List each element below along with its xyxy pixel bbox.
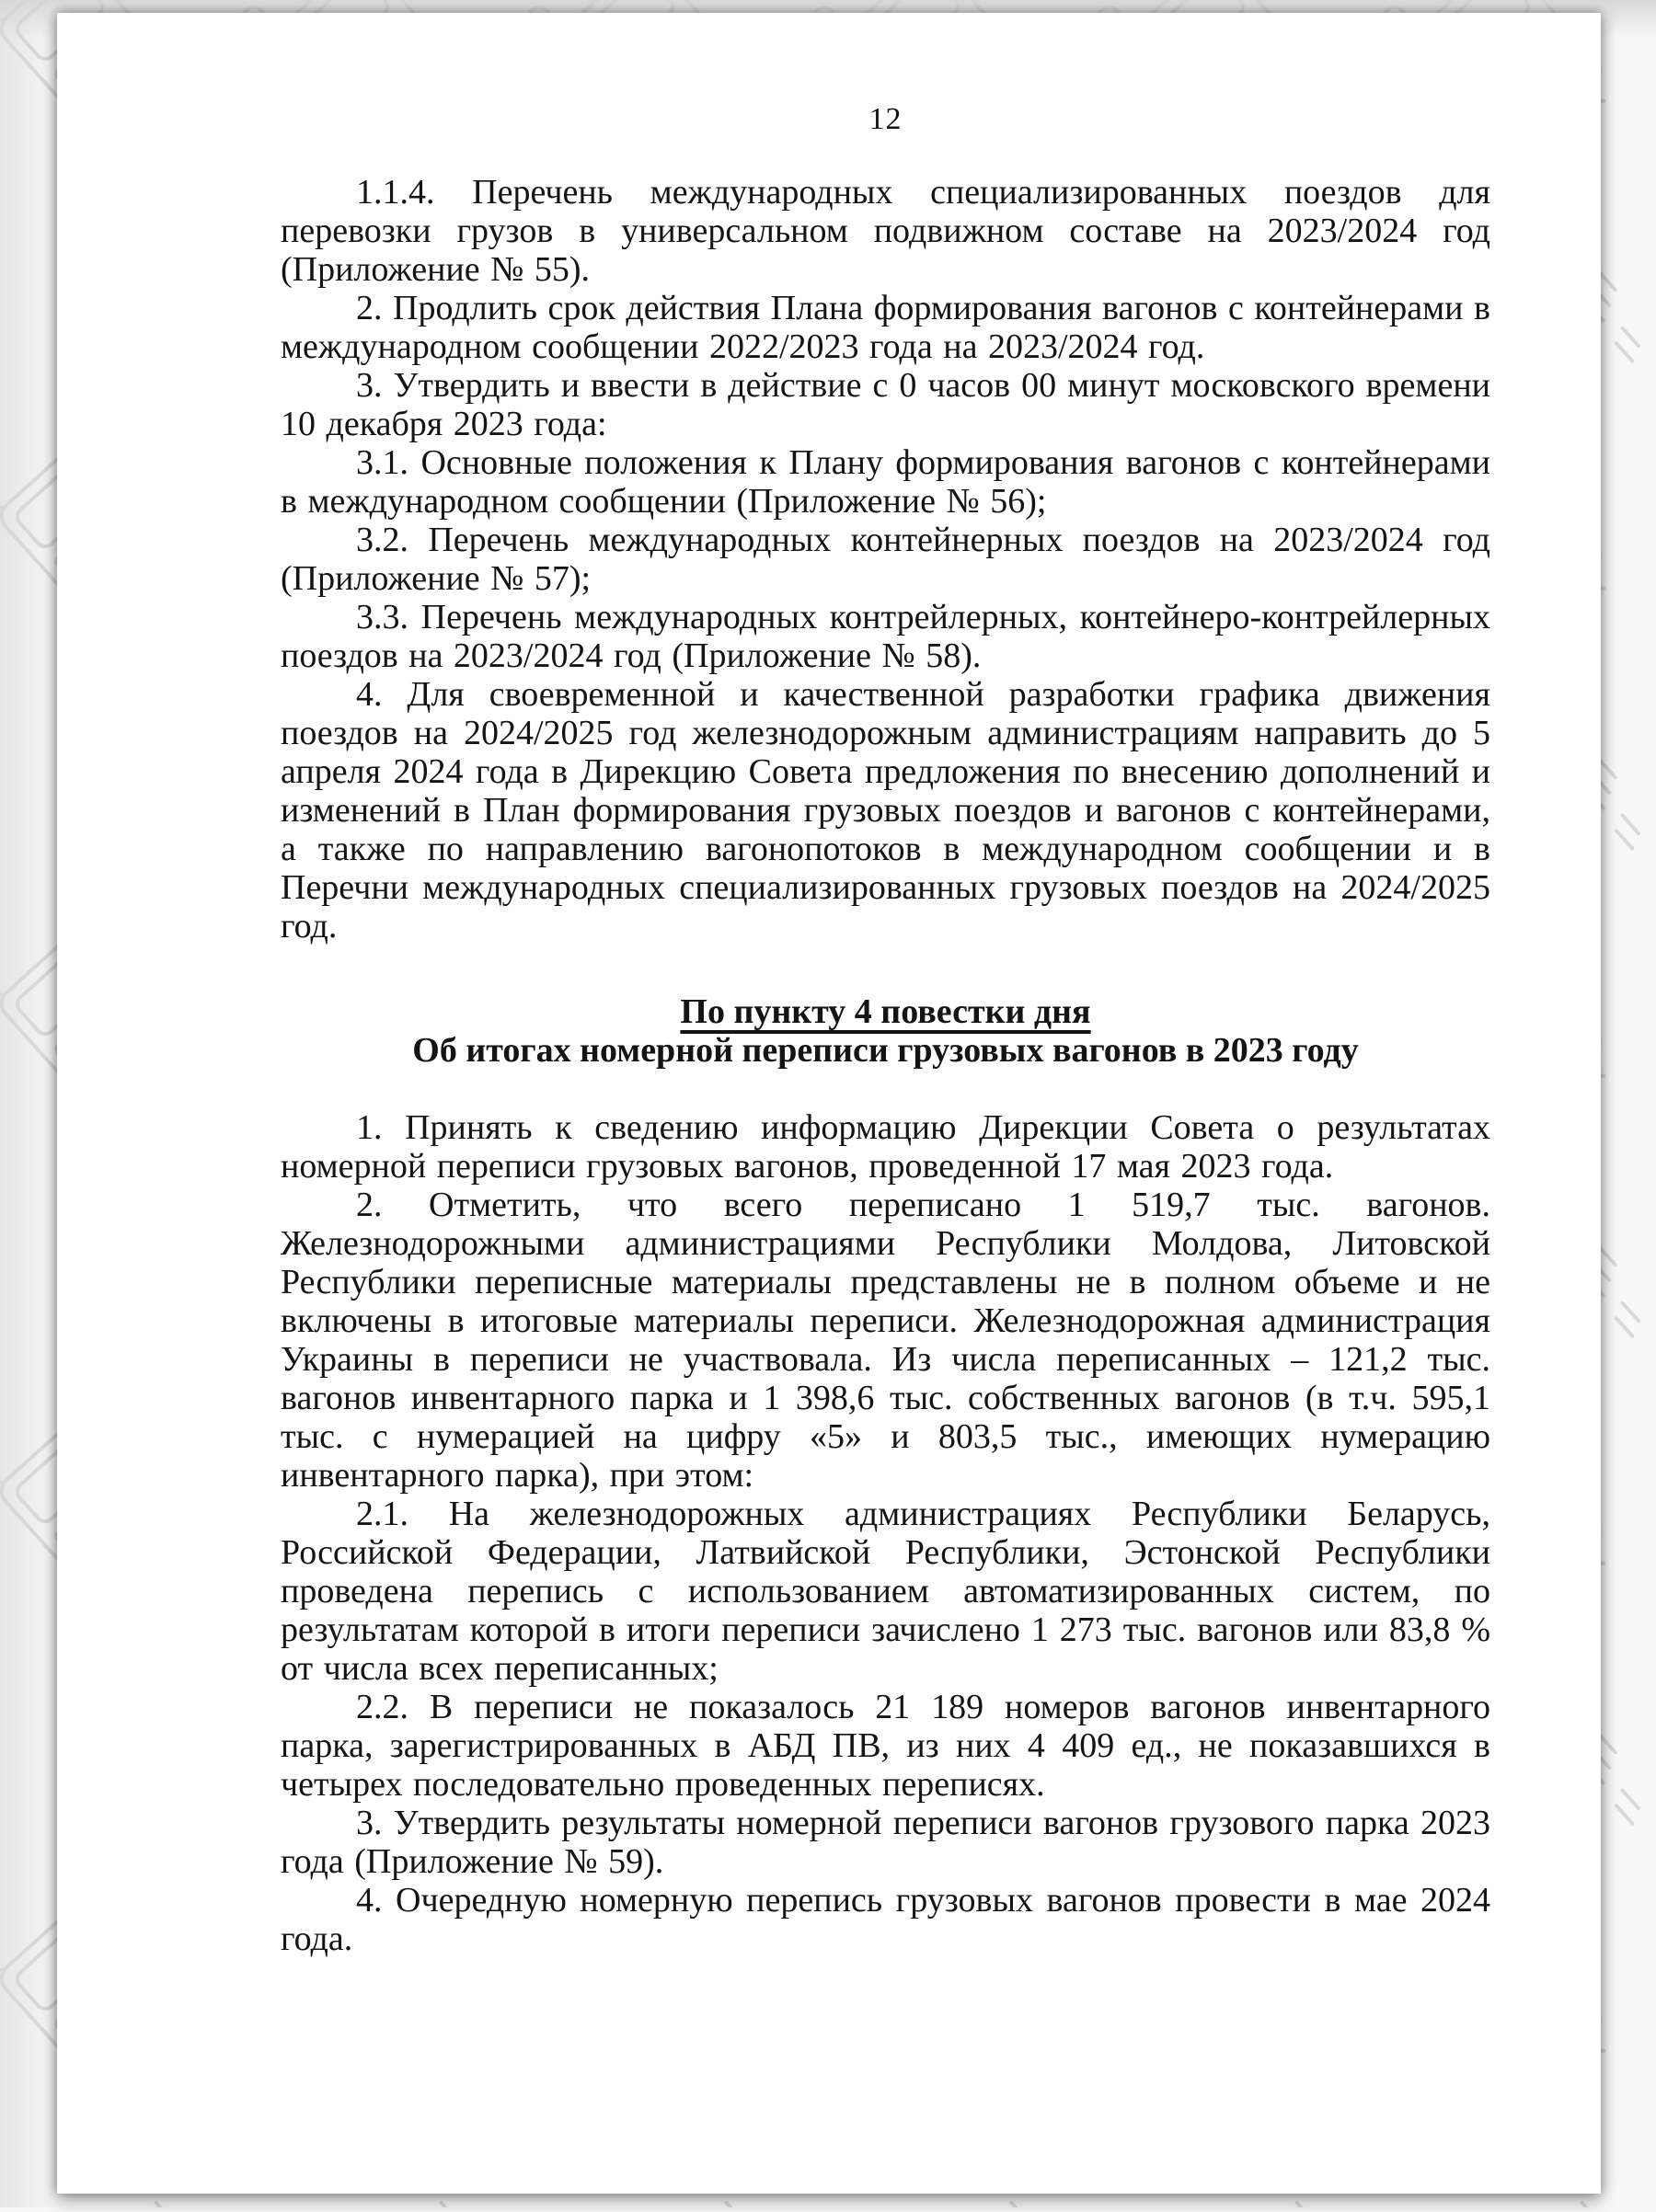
agenda-heading-text: По пункту 4 повестки дня — [680, 992, 1091, 1031]
clause-3: 3. Утвердить и ввести в действие с 0 часов 00 минут московского времени 10 декабря 2023 года: — [281, 366, 1490, 443]
clause-3-3: 3.3. Перечень международных контрейлерных, контейнеро-контрейлерных поездов на 2023/2024 год (Приложение № 58). — [281, 598, 1490, 675]
scan-edge-shadow-left — [0, 0, 64, 2207]
resolution-clause-4: 4. Очередную номерную перепись грузовых вагонов провести в мае 2024 года. — [281, 1881, 1490, 1958]
clause-3-2: 3.2. Перечень международных контейнерных поездов на 2023/2024 год (Приложение № 57); — [281, 521, 1490, 598]
agenda-item-subheading: Об итогах номерной переписи грузовых вагонов в 2023 году — [412, 1031, 1359, 1070]
resolution-clause-3: 3. Утвердить результаты номерной переписи вагонов грузового парка 2023 года (Приложение № 59). — [281, 1804, 1490, 1881]
section-census-results — [281, 1108, 1490, 1958]
clause-4: 4. Для своевременной и качественной разработки графика движения поездов на 2024/2025 год железнодорожным администрациям направить до 5 апреля 2024 года в Дирекцию Совета предложения по внесению дополнений и изменений в План формирования грузовых поездов и вагонов с контейнерами, а также по направлению вагонопотоков в международном сообщении и в Перечни международных специализированных грузовых поездов на 2024/2025 год. — [281, 675, 1490, 946]
clause-1-1-4: 1.1.4. Перечень международных специализированных поездов для перевозки грузов в универсальном подвижном составе на 2023/2024 год (Приложение № 55). — [281, 173, 1490, 289]
section-plan-formation — [281, 173, 1490, 946]
resolution-clause-1: 1. Принять к сведению информацию Дирекции Совета о результатах номерной переписи грузовых вагонов, проведенной 17 мая 2023 года. — [281, 1108, 1490, 1186]
resolution-clause-2-2: 2.2. В переписи не показалось 21 189 номеров вагонов инвентарного парка, зарегистрированных в АБД ПВ, из них 4 409 ед., не показавшихся в четырех последовательно проведенных переписях. — [281, 1688, 1490, 1804]
page-number: 12 — [868, 102, 903, 136]
clause-2: 2. Продлить срок действия Плана формирования вагонов с контейнерами в международном сообщении 2022/2023 года на 2023/2024 год. — [281, 289, 1490, 366]
agenda-item-heading — [281, 992, 1490, 1031]
resolution-clause-2-1: 2.1. На железнодорожных администрациях Республики Беларусь, Российской Федерации, Латвийской Республики, Эстонской Республики проведена перепись с использованием автоматизированных систем, по результатам которой в итоги переписи зачислено 1 273 тыс. вагонов или 83,8 % от числа всех переписанных; — [281, 1495, 1490, 1688]
document-page — [57, 13, 1601, 2194]
resolution-clause-2: 2. Отметить, что всего переписано 1 519,7 тыс. вагонов. Железнодорожными администрациями Республики Молдова, Литовской Республики переписные материалы представлены не в полном объеме и не включены в итоговые материалы переписи. Железнодорожная администрация Украины в переписи не участвовала. Из числа переписанных – 121,2 тыс. вагонов инвентарного парка и 1 398,6 тыс. собственных вагонов (в т.ч. 595,1 тыс. с нумерацией на цифру «5» и 803,5 тыс., имеющих нумерацию инвентарного парка), при этом: — [281, 1186, 1490, 1495]
clause-3-1: 3.1. Основные положения к Плану формирования вагонов с контейнерами в международном сообщении (Приложение № 56); — [281, 443, 1490, 521]
page-content — [281, 13, 1490, 1958]
